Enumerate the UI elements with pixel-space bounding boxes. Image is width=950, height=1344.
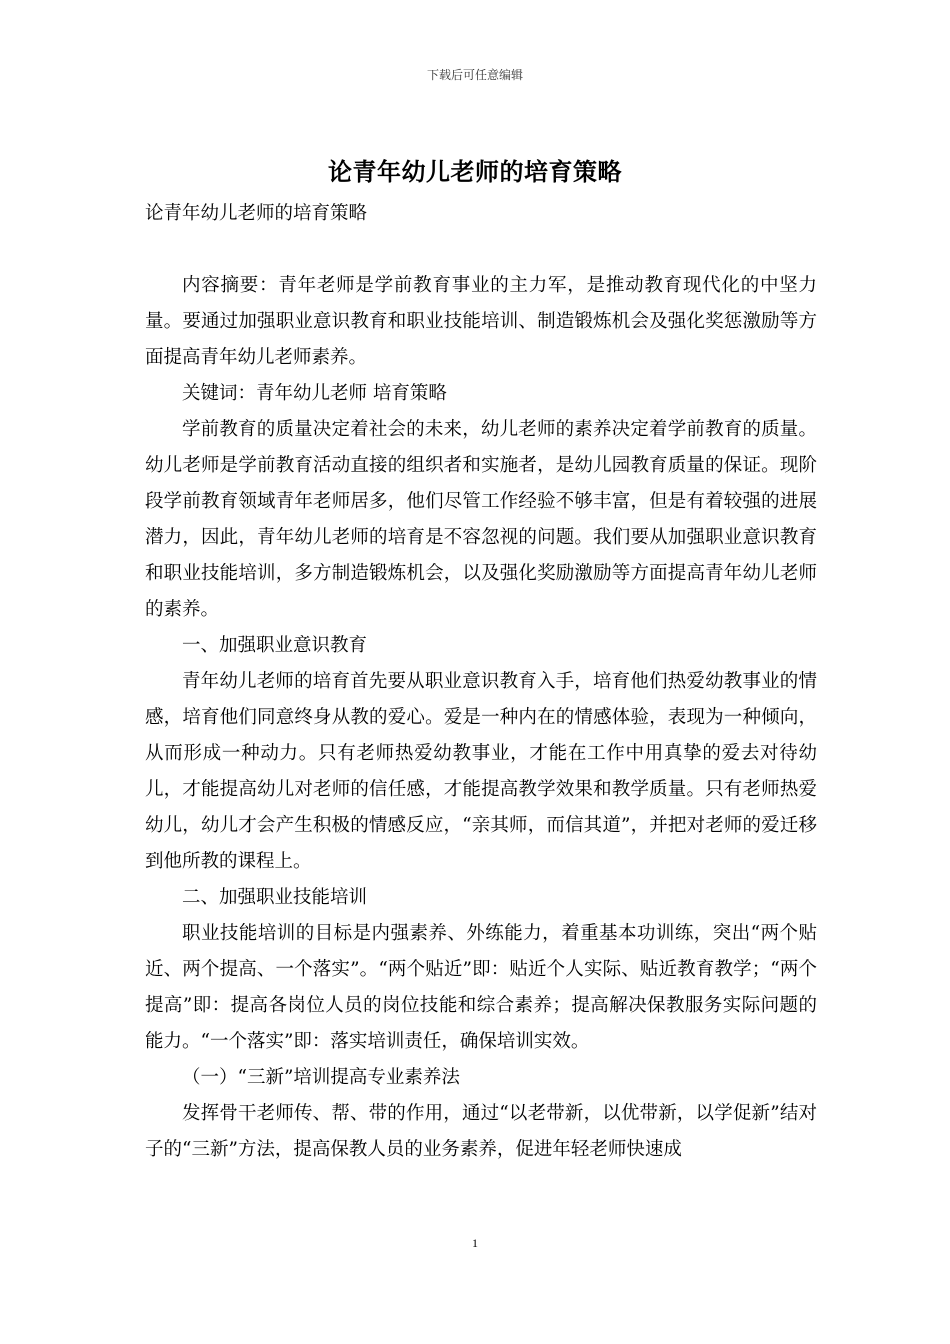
page-number: 1 [472,1236,478,1250]
section-heading-1: 一、加强职业意识教育 [182,635,368,656]
subsection-heading-1: （一）“三新”培训提高专业素养法 [182,1067,460,1088]
document-body [145,196,817,1168]
subsection-1-paragraph: 发挥骨干老师传、帮、带的作用，通过“以老带新，以优带新，以学促新”结对子的“三新”方法，提高保教人员的业务素养，促进年轻老师快速成 [145,1103,817,1160]
document-subtitle: 论青年幼儿老师的培育策略 [145,203,368,224]
section-1-paragraph: 青年幼儿老师的培育首先要从职业意识教育入手，培育他们热爱幼教事业的情感，培育他们同意终身从教的爱心。爱是一种内在的情感体验，表现为一种倾向，从而形成一种动力。只有老师热爱幼教事业，才能在工作中用真挚的爱去对待幼儿，才能提高幼儿对老师的信任感，才能提高教学效果和教学质量。只有老师热爱幼儿，幼儿才会产生积极的情感反应，“亲其师，而信其道”，并把对老师的爱迁移到他所教的课程上。 [145,671,817,872]
page-header-note: 下载后可任意编辑 [426,68,523,82]
section-2-paragraph: 职业技能培训的目标是内强素养、外练能力，着重基本功训练，突出“两个贴近、两个提高、一个落实”。“两个贴近”即：贴近个人实际、贴近教育教学；“两个提高”即：提高各岗位人员的岗位技能和综合素养；提高解决保教服务实际问题的能力。“一个落实”即：落实培训责任，确保培训实效。 [145,923,817,1052]
intro-paragraph: 学前教育的质量决定着社会的未来，幼儿老师的素养决定着学前教育的质量。幼儿老师是学前教育活动直接的组织者和实施者，是幼儿园教育质量的保证。现阶段学前教育领域青年老师居多，他们尽管工作经验不够丰富，但是有着较强的进展潜力，因此，青年幼儿老师的培育是不容忽视的问题。我们要从加强职业意识教育和职业技能培训，多方制造锻炼机会，以及强化奖励激励等方面提高青年幼儿老师的素养。 [145,419,817,620]
document-title: 论青年幼儿老师的培育策略 [328,158,622,186]
abstract-paragraph: 内容摘要：青年老师是学前教育事业的主力军，是推动教育现代化的中坚力量。要通过加强职业意识教育和职业技能培训、制造锻炼机会及强化奖惩激励等方面提高青年幼儿老师素养。 [145,275,817,368]
keywords-line: 关键词：青年幼儿老师 培育策略 [182,383,447,404]
section-heading-2: 二、加强职业技能培训 [182,887,368,908]
